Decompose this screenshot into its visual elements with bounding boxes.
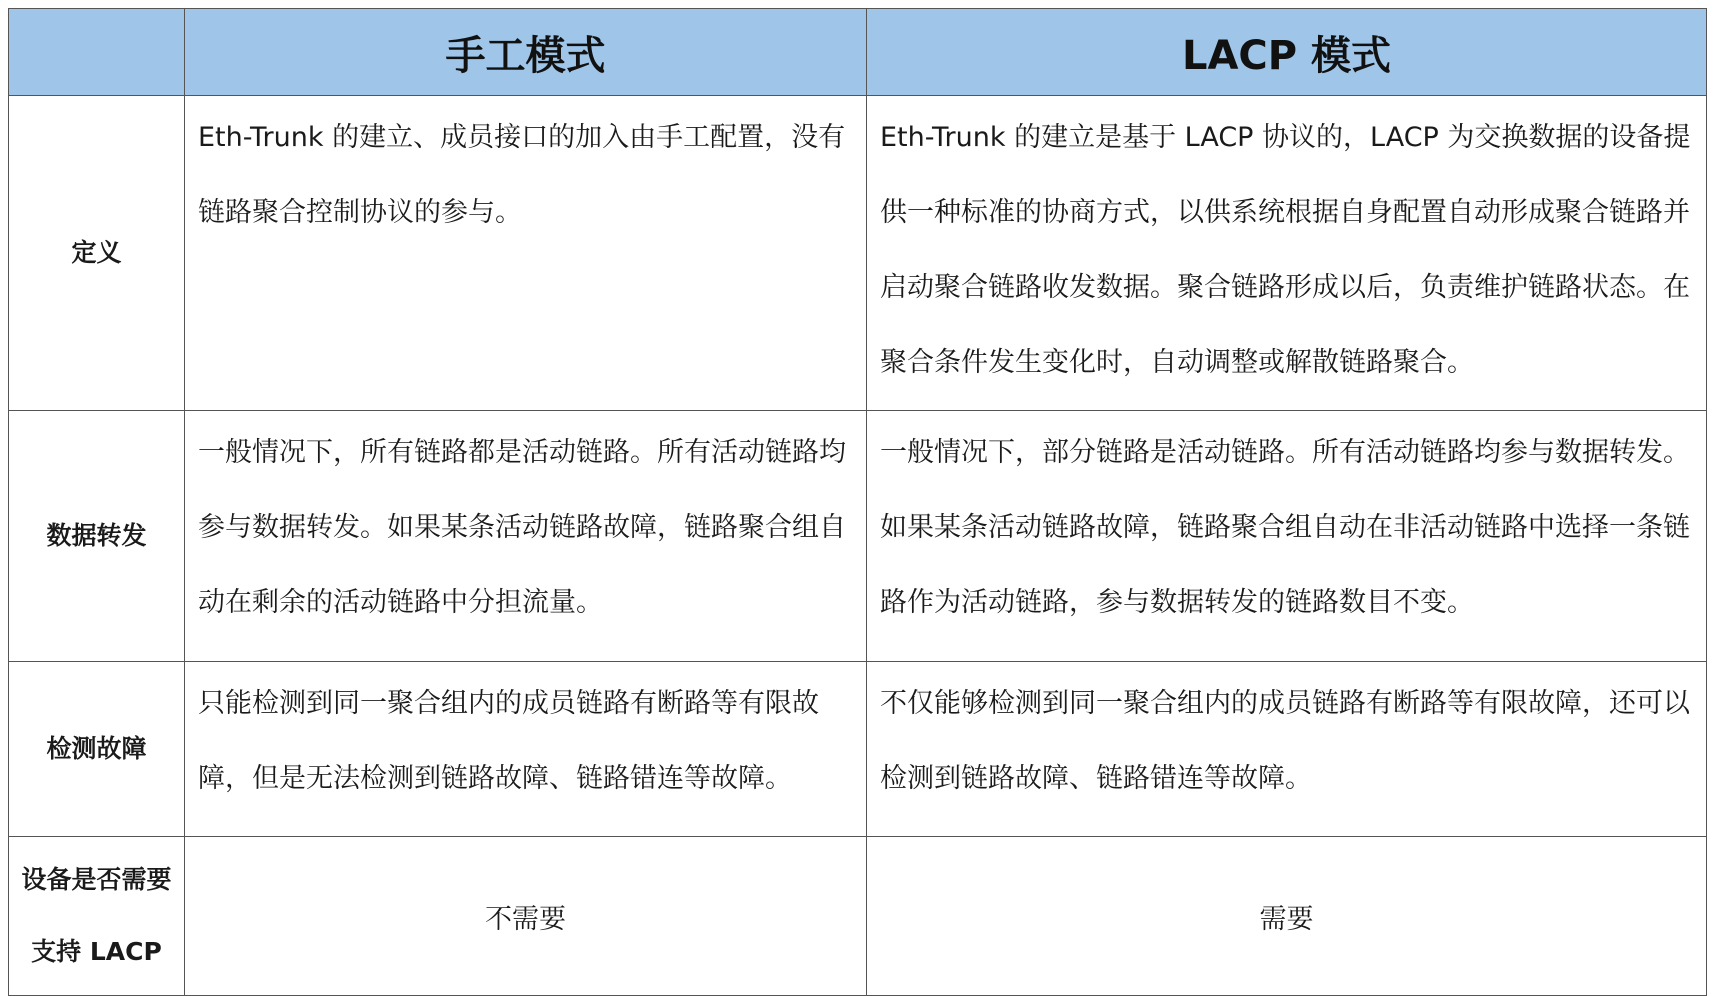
table-row-forwarding: [9, 411, 1707, 662]
cell-fault-detection-manual: 只能检测到同一聚合组内的成员链路有断路等有限故障，但是无法检测到链路故障、链路错连等故障。: [185, 662, 867, 837]
row-label-fault-detection: 检测故障: [9, 662, 185, 837]
header-corner-cell: [9, 9, 185, 96]
comparison-table-container: [8, 8, 1706, 996]
header-manual-mode: 手工模式: [185, 9, 867, 96]
row-label-definition: 定义: [9, 96, 185, 411]
cell-definition-manual: Eth-Trunk 的建立、成员接口的加入由手工配置，没有链路聚合控制协议的参与。: [185, 96, 867, 411]
table-header-row: [9, 9, 1707, 96]
cell-forwarding-manual: 一般情况下，所有链路都是活动链路。所有活动链路均参与数据转发。如果某条活动链路故障，链路聚合组自动在剩余的活动链路中分担流量。: [185, 411, 867, 662]
cell-fault-detection-lacp: 不仅能够检测到同一聚合组内的成员链路有断路等有限故障，还可以检测到链路故障、链路错连等故障。: [867, 662, 1707, 837]
header-lacp-mode: LACP 模式: [867, 9, 1707, 96]
comparison-table: [8, 8, 1707, 996]
cell-lacp-support-lacp: 需要: [867, 837, 1707, 996]
table-row-fault-detection: [9, 662, 1707, 837]
row-label-forwarding: 数据转发: [9, 411, 185, 662]
table-row-definition: [9, 96, 1707, 411]
table-row-lacp-support: [9, 837, 1707, 996]
row-label-lacp-support: 设备是否需要支持 LACP: [9, 837, 185, 996]
cell-lacp-support-manual: 不需要: [185, 837, 867, 996]
cell-forwarding-lacp: 一般情况下，部分链路是活动链路。所有活动链路均参与数据转发。如果某条活动链路故障，链路聚合组自动在非活动链路中选择一条链路作为活动链路，参与数据转发的链路数目不变。: [867, 411, 1707, 662]
cell-definition-lacp: Eth-Trunk 的建立是基于 LACP 协议的，LACP 为交换数据的设备提供一种标准的协商方式，以供系统根据自身配置自动形成聚合链路并启动聚合链路收发数据。聚合链路形成以后，负责维护链路状态。在聚合条件发生变化时，自动调整或解散链路聚合。: [867, 96, 1707, 411]
